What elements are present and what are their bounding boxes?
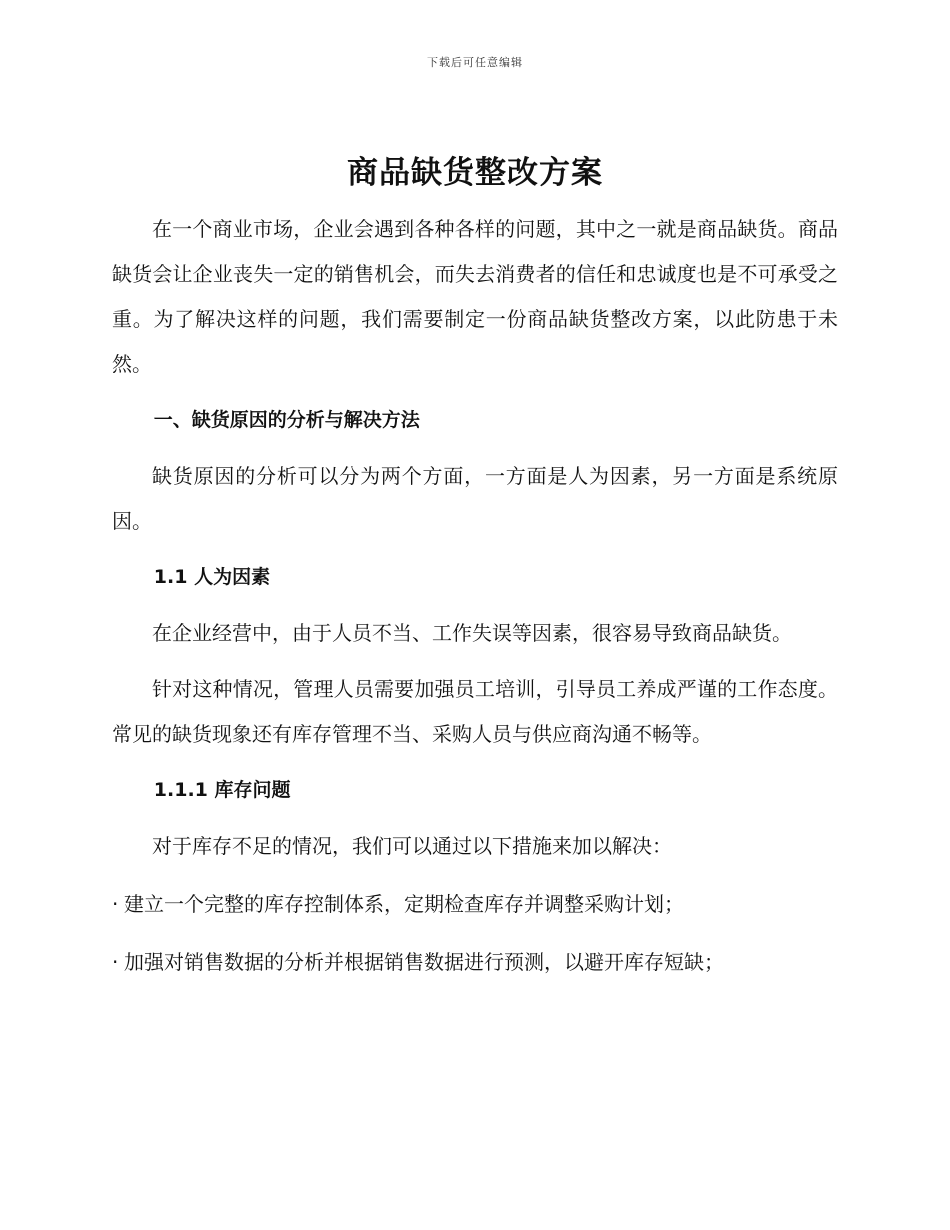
section-1-1-paragraph-1: 在企业经营中，由于人员不当、工作失误等因素，很容易导致商品缺货。	[152, 621, 792, 645]
section-1-1-heading: 1.1 人为因素	[153, 566, 271, 588]
intro-paragraph: 在一个商业市场，企业会遇到各种各样的问题，其中之一就是商品缺货。商品缺货会让企业丧失一定的销售机会，而失去消费者的信任和忠诚度也是不可承受之重。为了解决这样的问题，我们需要制定一份商品缺货整改方案，以此防患于未然。	[112, 217, 838, 376]
page-header-note: 下载后可任意编辑	[427, 56, 523, 69]
section-1-heading: 一、缺货原因的分析与解决方法	[153, 409, 420, 431]
bullet-marker: ·	[112, 892, 119, 916]
section-1-1-1-paragraph: 对于库存不足的情况，我们可以通过以下措施来加以解决：	[152, 834, 672, 858]
section-1-1-1-heading: 1.1.1 库存问题	[153, 779, 291, 801]
section-1-1-paragraph-2: 针对这种情况，管理人员需要加强员工培训，引导员工养成严谨的工作态度。常见的缺货现象还有库存管理不当、采购人员与供应商沟通不畅等。	[112, 677, 838, 746]
list-item	[112, 940, 838, 985]
bullet-marker: ·	[112, 950, 119, 974]
section-1-paragraph: 缺货原因的分析可以分为两个方面，一方面是人为因素，另一方面是系统原因。	[112, 464, 838, 533]
document-title: 商品缺货整改方案	[347, 155, 603, 191]
list-item-text: 加强对销售数据的分析并根据销售数据进行预测，以避开库存短缺；	[124, 950, 724, 974]
list-item-text: 建立一个完整的库存控制体系，定期检查库存并调整采购计划；	[124, 892, 684, 916]
list-item	[112, 882, 838, 927]
document-body	[112, 145, 838, 985]
